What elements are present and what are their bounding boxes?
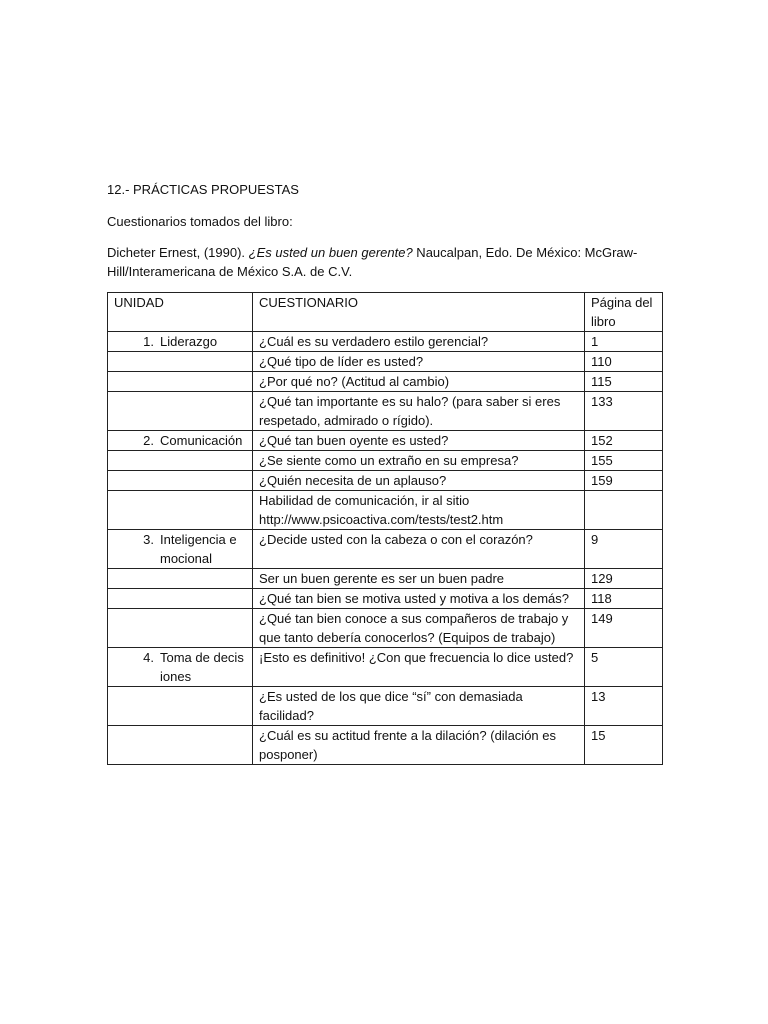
- intro-text: Cuestionarios tomados del libro:: [107, 214, 293, 229]
- unit-cell: [108, 431, 253, 451]
- unit-cell: [108, 332, 253, 352]
- page-cell: 115: [585, 372, 663, 392]
- unit-cell: [108, 451, 253, 471]
- table-row: [108, 726, 663, 765]
- page-cell: 129: [585, 569, 663, 589]
- unit-cell: [108, 569, 253, 589]
- citation-publisher: Naucalpan, Edo. De México: McGraw-Hill/Interamericana de México S.A. de C.V.: [107, 245, 638, 279]
- question-cell: ¿Qué tan importante es su halo? (para saber si eres respetado, admirado o rígido).: [253, 392, 585, 431]
- unit-number: 4.: [143, 650, 154, 665]
- table-row: [108, 392, 663, 431]
- unit-cell: [108, 530, 253, 569]
- header-page: Página del libro: [585, 293, 663, 332]
- question-cell: ¿Quién necesita de un aplauso?: [253, 471, 585, 491]
- page-cell: 152: [585, 431, 663, 451]
- page-cell: 149: [585, 609, 663, 648]
- table-row: [108, 491, 663, 530]
- page-cell: 13: [585, 687, 663, 726]
- table-row: [108, 648, 663, 687]
- page-cell: 1: [585, 332, 663, 352]
- unit-name: Comunicación: [160, 433, 243, 448]
- page-cell: 9: [585, 530, 663, 569]
- table-row: [108, 352, 663, 372]
- section-heading: 12.- PRÁCTICAS PROPUESTAS: [107, 182, 299, 197]
- unit-cell: [108, 726, 253, 765]
- question-cell: ¿Qué tipo de líder es usted?: [253, 352, 585, 372]
- page-cell: 159: [585, 471, 663, 491]
- unit-name: Toma de decisiones: [160, 650, 244, 684]
- unit-entry: [114, 648, 246, 686]
- page-cell: 110: [585, 352, 663, 372]
- page-cell: [585, 491, 663, 530]
- question-cell: ¿Cuál es su actitud frente a la dilación? (dilación es posponer): [253, 726, 585, 765]
- unit-entry: [114, 332, 246, 351]
- unit-cell: [108, 609, 253, 648]
- unit-entry: [114, 431, 246, 450]
- table-row: [108, 687, 663, 726]
- question-cell: ¿Cuál es su verdadero estilo gerencial?: [253, 332, 585, 352]
- header-questionnaire: CUESTIONARIO: [253, 293, 585, 332]
- table-row: [108, 332, 663, 352]
- unit-cell: [108, 471, 253, 491]
- unit-cell: [108, 392, 253, 431]
- unit-cell: [108, 589, 253, 609]
- citation-author: Dicheter Ernest, (1990).: [107, 245, 249, 260]
- table-row: [108, 589, 663, 609]
- table-row: [108, 431, 663, 451]
- header-unit: UNIDAD: [108, 293, 253, 332]
- questionnaire-table: [107, 292, 663, 765]
- unit-number: 1.: [143, 334, 154, 349]
- unit-name: Liderazgo: [160, 334, 218, 349]
- question-cell: ¿Se siente como un extraño en su empresa?: [253, 451, 585, 471]
- table-row: [108, 451, 663, 471]
- question-cell: ¿Por qué no? (Actitud al cambio): [253, 372, 585, 392]
- question-cell: ¿Qué tan bien se motiva usted y motiva a los demás?: [253, 589, 585, 609]
- table-header-row: [108, 293, 663, 332]
- page-cell: 118: [585, 589, 663, 609]
- page-cell: 5: [585, 648, 663, 687]
- unit-cell: [108, 648, 253, 687]
- question-cell: Ser un buen gerente es ser un buen padre: [253, 569, 585, 589]
- table-row: [108, 530, 663, 569]
- unit-number: 2.: [143, 433, 154, 448]
- unit-cell: [108, 687, 253, 726]
- page-cell: 133: [585, 392, 663, 431]
- unit-entry: [114, 530, 246, 568]
- citation: [107, 243, 667, 281]
- table-row: [108, 372, 663, 392]
- question-cell: ¿Qué tan buen oyente es usted?: [253, 431, 585, 451]
- question-cell: ¿Decide usted con la cabeza o con el corazón?: [253, 530, 585, 569]
- table-row: [108, 471, 663, 491]
- table-row: [108, 609, 663, 648]
- unit-cell: [108, 491, 253, 530]
- unit-cell: [108, 372, 253, 392]
- question-cell: Habilidad de comunicación, ir al sitio http://www.psicoactiva.com/tests/test2.htm: [253, 491, 585, 530]
- table-row: [108, 569, 663, 589]
- unit-cell: [108, 352, 253, 372]
- unit-number: 3.: [143, 532, 154, 547]
- unit-name: Inteligencia emocional: [160, 532, 237, 566]
- question-cell: ¡Esto es definitivo! ¿Con que frecuencia lo dice usted?: [253, 648, 585, 687]
- page-cell: 155: [585, 451, 663, 471]
- citation-title: ¿Es usted un buen gerente?: [248, 245, 413, 260]
- page-cell: 15: [585, 726, 663, 765]
- question-cell: ¿Qué tan bien conoce a sus compañeros de trabajo y que tanto debería conocerlos? (Equipos de trabajo): [253, 609, 585, 648]
- question-cell: ¿Es usted de los que dice “sí” con demasiada facilidad?: [253, 687, 585, 726]
